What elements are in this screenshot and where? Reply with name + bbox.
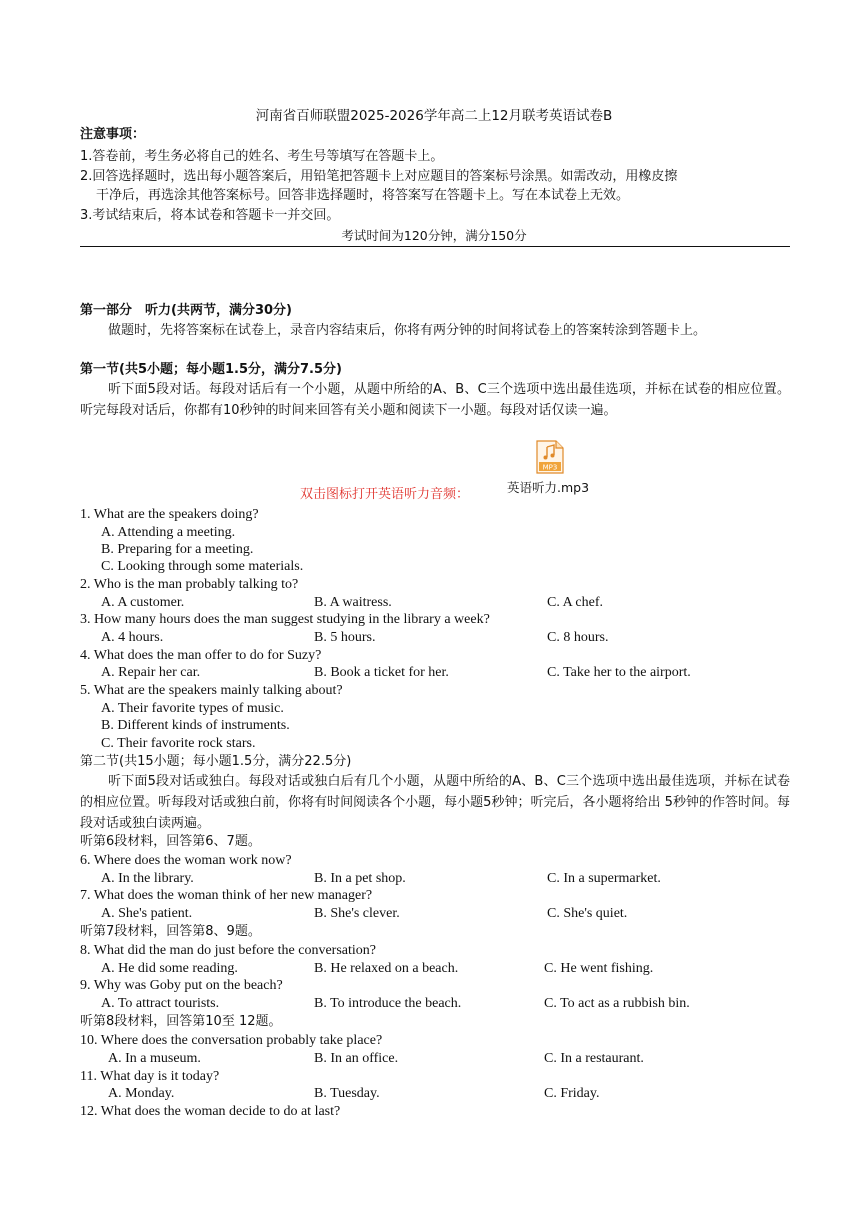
section2-heading: 第二节(共15小题；每小题1.5分，满分22.5分) [80,754,352,769]
q3-option-a: A. 4 hours. [101,630,164,645]
note-1: 1.答卷前，考生务必将自己的姓名、考生号等填写在答题卡上。 [80,149,444,164]
q8-option-b: B. He relaxed on a beach. [314,961,459,976]
note-2: 2.回答选择题时，选出每小题答案后，用铅笔把答题卡上对应题目的答案标号涂黑。如需改动，用橡皮擦 [80,169,678,184]
q9-option-b: B. To introduce the beach. [314,996,462,1011]
q11-option-b: B. Tuesday. [314,1086,380,1101]
question-10: 10. Where does the conversation probably take place? [80,1033,383,1048]
q2-option-b: B. A waitress. [314,595,392,610]
note-3: 3.考试结束后，将本试卷和答题卡一并交回。 [80,208,340,223]
q3-option-b: B. 5 hours. [314,630,376,645]
question-8: 8. What did the man do just before the conversation? [80,943,376,958]
q7-option-b: B. She's clever. [314,906,400,921]
mp3-label: MP3 [542,463,558,472]
q9-option-c: C. To act as a rubbish bin. [544,996,690,1011]
q1-option-a: A. Attending a meeting. [101,525,236,540]
header-divider [80,246,790,247]
question-4: 4. What does the man offer to do for Suzy? [80,648,322,663]
question-2: 2. Who is the man probably talking to? [80,577,299,592]
question-11: 11. What day is it today? [80,1069,220,1084]
question-9: 9. Why was Goby put on the beach? [80,978,283,993]
part1-instructions: 做题时，先将答案标在试卷上，录音内容结束后，你将有两分钟的时间将试卷上的答案转涂到答题卡上。 [108,323,707,338]
section1-instructions: 听下面5段对话。每段对话后有一个小题，从题中所给的A、B、C三个选项中选出最佳选项，并标在试卷的相应位置。听完每段对话后，你都有10秒钟的时间来回答有关小题和阅读下一小题。每段对话仅读一遍。 [80,382,790,418]
note-2-cont: 干净后，再选涂其他答案标号。回答非选择题时，将答案写在答题卡上。写在本试卷上无效。 [96,188,630,203]
q7-option-a: A. She's patient. [101,906,193,921]
question-5: 5. What are the speakers mainly talking about? [80,683,343,698]
q6-option-b: B. In a pet shop. [314,871,406,886]
question-3: 3. How many hours does the man suggest studying in the library a week? [80,612,490,627]
music-note-icon [535,440,565,474]
q6-option-a: A. In the library. [101,871,194,886]
audio-prompt: 双击图标打开英语听力音频： [300,487,470,502]
q4-option-b: B. Book a ticket for her. [314,665,449,680]
q10-option-c: C. In a restaurant. [544,1051,644,1066]
notes-heading: 注意事项： [80,127,146,142]
question-6: 6. Where does the woman work now? [80,853,292,868]
material-8-note: 听第8段材料，回答第10至 12题。 [80,1014,282,1029]
q7-option-c: C. She's quiet. [547,906,628,921]
q3-option-c: C. 8 hours. [547,630,609,645]
q11-option-a: A. Monday. [108,1086,175,1101]
q11-option-c: C. Friday. [544,1086,600,1101]
section2-instructions: 听下面5段对话或独白。每段对话或独白后有几个小题，从题中所给的A、B、C三个选项中选出最佳选项，并标在试卷的相应位置。听每段对话或独白前，你将有时间阅读各个小题，每小题5秒钟；听完后，各小题将给出 5秒钟的作答时间。每段对话或独白读两遍。 [80,774,790,831]
q1-option-b: B. Preparing for a meeting. [101,542,254,557]
exam-title: 河南省百师联盟2025-2026学年高二上12月联考英语试卷B [255,108,613,124]
time-info: 考试时间为120分钟，满分150分 [341,228,527,243]
q9-option-a: A. To attract tourists. [101,996,220,1011]
part1-heading: 第一部分 听力(共两节，满分30分) [80,303,292,318]
q8-option-a: A. He did some reading. [101,961,238,976]
q10-option-a: A. In a museum. [108,1051,201,1066]
q2-option-c: C. A chef. [547,595,603,610]
q5-option-b: B. Different kinds of instruments. [101,718,290,733]
q5-option-c: C. Their favorite rock stars. [101,736,256,751]
material-7-note: 听第7段材料，回答第8、9题。 [80,924,261,939]
question-12: 12. What does the woman decide to do at last? [80,1104,341,1119]
question-1: 1. What are the speakers doing? [80,507,259,522]
audio-file-name[interactable]: 英语听力.mp3 [507,480,590,495]
question-7: 7. What does the woman think of her new manager? [80,888,373,903]
q4-option-a: A. Repair her car. [101,665,201,680]
q8-option-c: C. He went fishing. [544,961,654,976]
q2-option-a: A. A customer. [101,595,185,610]
section1-heading: 第一节(共5小题；每小题1.5分，满分7.5分) [80,362,342,377]
q10-option-b: B. In an office. [314,1051,399,1066]
q4-option-c: C. Take her to the airport. [547,665,691,680]
mp3-file-icon[interactable] [535,440,565,474]
q5-option-a: A. Their favorite types of music. [101,701,284,716]
q6-option-c: C. In a supermarket. [547,871,661,886]
q1-option-c: C. Looking through some materials. [101,559,304,574]
material-6-note: 听第6段材料，回答第6、7题。 [80,834,261,849]
